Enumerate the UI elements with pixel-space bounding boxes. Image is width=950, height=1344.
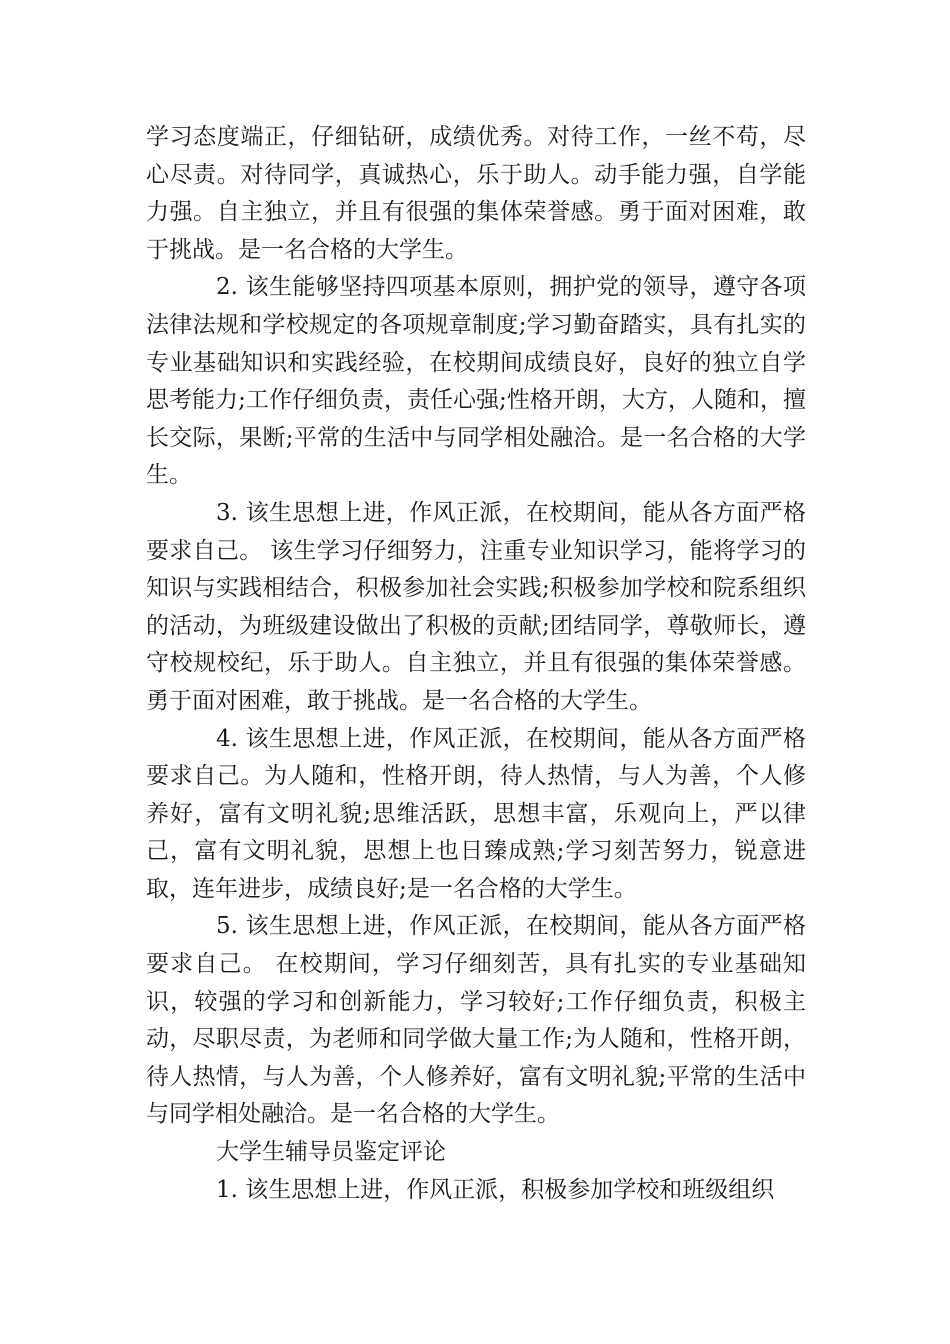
paragraph-continuation: 学习态度端正，仔细钻研，成绩优秀。对待工作，一丝不苟，尽心尽责。对待同学，真诚热心，乐于助人。动手能力强，自学能力强。自主独立，并且有很强的集体荣誉感。勇于面对困难，敢于挑战。是一名合格的大学生。 xyxy=(146,124,806,263)
paragraph-item-1-next-section: 1. 该生思想上进，作风正派，积极参加学校和班级组织 xyxy=(216,1176,775,1203)
section-heading: 大学生辅导员鉴定评论 xyxy=(216,1139,446,1166)
paragraph-item-3: 3. 该生思想上进，作风正派，在校期间，能从各方面严格要求自己。 该生学习仔细努力，注重专业知识学习，能将学习的知识与实践相结合，积极参加社会实践;积极参加学校和院系组织的活动，为班级建设做出了积极的贡献;团结同学，尊敬师长，遵守校规校纪，乐于助人。自主独立，并且有很强的集体荣誉感。勇于面对困难，敢于挑战。是一名合格的大学生。 xyxy=(146,499,806,714)
paragraph-item-2: 2. 该生能够坚持四项基本原则，拥护党的领导，遵守各项法律法规和学校规定的各项规章制度;学习勤奋踏实，具有扎实的专业基础知识和实践经验，在校期间成绩良好，良好的独立自学思考能力;工作仔细负责，责任心强;性格开朗，大方，人随和，擅长交际，果断;平常的生活中与同学相处融洽。是一名合格的大学生。 xyxy=(146,274,806,489)
paragraph-item-4: 4. 该生思想上进，作风正派，在校期间，能从各方面严格要求自己。为人随和，性格开朗，待人热情，与人为善，个人修养好，富有文明礼貌;思维活跃，思想丰富，乐观向上，严以律己，富有文明礼貌，思想上也日臻成熟;学习刻苦努力，锐意进取，连年进步，成绩良好;是一名合格的大学生。 xyxy=(146,725,806,902)
document-body xyxy=(146,119,806,1209)
paragraph-item-5: 5. 该生思想上进，作风正派，在校期间，能从各方面严格要求自己。 在校期间，学习仔细刻苦，具有扎实的专业基础知识，较强的学习和创新能力，学习较好;工作仔细负责，积极主动，尽职尽责，为老师和同学做大量工作;为人随和，性格开朗，待人热情，与人为善，个人修养好，富有文明礼貌;平常的生活中与同学相处融洽。是一名合格的大学生。 xyxy=(146,913,806,1128)
